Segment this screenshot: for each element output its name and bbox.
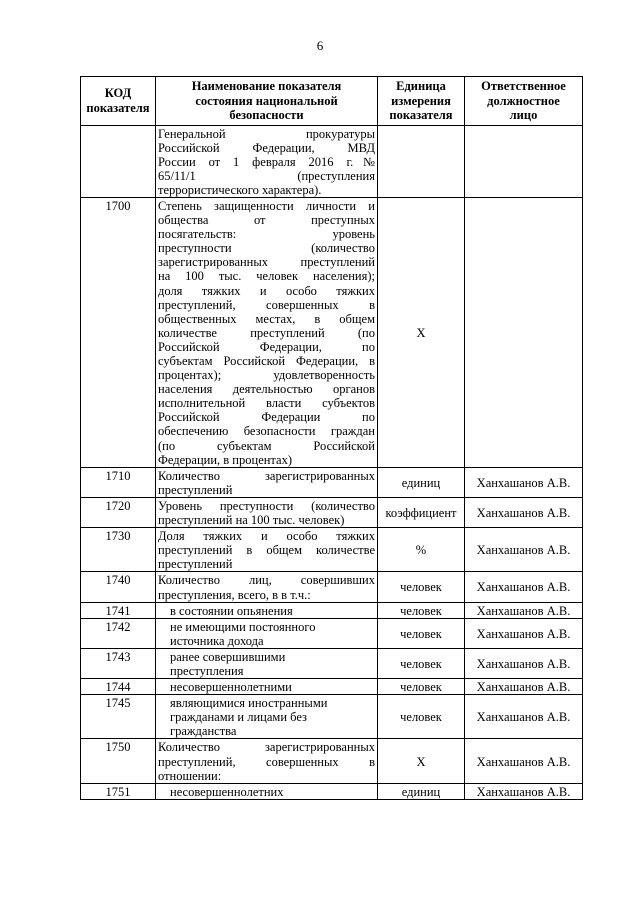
indicator-name-line: зарегистрированных преступлений (158, 255, 375, 270)
indicator-responsible: Ханхашанов А.В. (465, 528, 583, 572)
indicator-responsible: Ханхашанов А.В. (465, 695, 583, 739)
indicator-name (156, 739, 378, 783)
header-line: должностное (487, 93, 560, 108)
indicator-responsible: Ханхашанов А.В. (465, 679, 583, 695)
indicator-name (156, 679, 378, 695)
indicator-name-line: Российской Федерации по (158, 410, 375, 425)
indicator-code: 1751 (81, 783, 156, 799)
indicator-name (156, 572, 378, 602)
table-row (81, 497, 583, 527)
indicator-code: 1745 (81, 695, 156, 739)
indicator-name-line: преступлений, совершенных в (158, 754, 375, 769)
indicator-name-line: ранее совершившими (170, 649, 286, 664)
header-line: измерения (391, 93, 451, 108)
indicator-name (156, 467, 378, 497)
indicator-name-line: Уровень преступности (количество (158, 498, 375, 513)
indicator-name-line: общества от преступных (158, 213, 375, 228)
indicator-code: 1750 (81, 739, 156, 783)
indicator-code: 1740 (81, 572, 156, 602)
page-number: 6 (316, 38, 324, 53)
indicator-name-line: доля тяжких и особо тяжких (158, 283, 375, 298)
indicator-name-line: преступлений (158, 482, 233, 497)
header-line: безопасности (229, 108, 304, 122)
indicator-name-line: посягательств: уровень (158, 227, 375, 242)
indicator-name-line: несовершеннолетних (170, 784, 284, 799)
header-line: КОД (104, 86, 132, 101)
indicator-name-line: Российской Федерации, по (158, 339, 375, 354)
indicator-name-line: преступлений, совершенных в (158, 297, 375, 312)
indicator-responsible: Ханхашанов А.В. (465, 497, 583, 527)
indicator-unit: единиц (378, 783, 465, 799)
indicator-name-line: гражданами и лицами без (170, 710, 307, 725)
indicator-name-line: являющимися иностранными (170, 696, 328, 711)
indicator-unit: человек (378, 602, 465, 618)
indicator-name-line: населения деятельностью органов (158, 382, 375, 397)
header-line: Ответственное (481, 79, 566, 93)
indicator-unit: человек (378, 572, 465, 602)
header-responsible (465, 77, 583, 126)
indicator-name-line: преступлений (158, 557, 233, 572)
indicator-responsible: Ханхашанов А.В. (465, 572, 583, 602)
indicator-name-line: Степень защищенности личности и (158, 198, 375, 213)
header-line: Наименование показателя (191, 79, 342, 93)
indicator-name-line: террористического характера). (158, 182, 322, 197)
indicator-name (156, 125, 378, 197)
indicator-responsible: Ханхашанов А.В. (465, 648, 583, 678)
table-row (81, 125, 583, 197)
indicator-name (156, 695, 378, 739)
header-line: лицо (509, 108, 538, 122)
indicator-code: 1730 (81, 528, 156, 572)
table-body (81, 125, 583, 799)
header-line: состояния национальной (195, 93, 338, 108)
indicator-name (156, 497, 378, 527)
indicator-name-line: субъектам Российской Федерации, в (158, 354, 375, 368)
indicator-unit: X (378, 739, 465, 783)
indicator-name-line: процентах); удовлетворенность (158, 368, 375, 383)
indicator-name-line: несовершеннолетними (170, 680, 292, 695)
indicator-name-line: общественных местах, в общем (158, 311, 375, 326)
indicator-name (156, 197, 378, 467)
indicator-name-line: не имеющими постоянного (170, 619, 316, 634)
indicator-unit: человек (378, 679, 465, 695)
indicator-name-line: Федерации, в процентах) (158, 452, 293, 467)
indicator-name-line: 65/11/1 (преступления (158, 168, 375, 183)
header-line: Единица (396, 79, 446, 93)
table-row (81, 197, 583, 467)
indicator-name-line: на 100 тыс. человек населения); (158, 269, 375, 284)
indicator-code: 1710 (81, 467, 156, 497)
indicator-responsible: Ханхашанов А.В. (465, 618, 583, 648)
table-row (81, 467, 583, 497)
indicator-responsible: Ханхашанов А.В. (465, 602, 583, 618)
table-row (81, 783, 583, 799)
indicator-code: 1744 (81, 679, 156, 695)
indicator-name (156, 783, 378, 799)
indicator-name-line: Количество зарегистрированных (158, 468, 375, 483)
indicator-name-line: гражданства (170, 724, 237, 739)
indicator-code: 1720 (81, 497, 156, 527)
indicator-unit: единиц (378, 467, 465, 497)
indicator-code (81, 125, 156, 197)
header-code (81, 77, 156, 126)
header-row (81, 77, 583, 126)
indicator-name-line: России от 1 февраля 2016 г.№ (158, 154, 375, 169)
indicator-unit (378, 125, 465, 197)
indicator-name-line: преступлений на 100 тыс. человек) (158, 513, 345, 528)
indicator-responsible (465, 197, 583, 467)
indicator-name-line: преступления, всего, в в т.ч.: (158, 587, 311, 602)
indicator-unit: человек (378, 618, 465, 648)
table-row (81, 602, 583, 618)
indicator-unit: человек (378, 695, 465, 739)
indicator-unit: человек (378, 648, 465, 678)
indicator-name-line: Количество зарегистрированных (158, 740, 375, 755)
indicator-unit: X (378, 197, 465, 467)
header-name (156, 77, 378, 126)
indicator-responsible (465, 125, 583, 197)
indicator-responsible: Ханхашанов А.В. (465, 783, 583, 799)
indicator-code: 1741 (81, 602, 156, 618)
indicator-name-line: количестве преступлений (по (158, 325, 375, 340)
indicators-table (80, 76, 583, 800)
indicator-name (156, 618, 378, 648)
indicator-unit: коэффициент (378, 497, 465, 527)
header-unit (378, 77, 465, 126)
indicator-name-line: источника дохода (170, 633, 264, 648)
table-row (81, 648, 583, 678)
table-row (81, 572, 583, 602)
indicator-name-line: Доля тяжких и особо тяжких (158, 529, 375, 544)
indicator-name-line: Генеральной прокуратуры (158, 126, 375, 141)
indicator-name-line: (по субъектам Российской (158, 438, 375, 453)
table-header (81, 77, 583, 126)
indicator-name-line: отношении: (158, 768, 222, 783)
indicator-name-line: обеспечению безопасности граждан (158, 424, 375, 439)
indicator-name-line: Количество лиц, совершивших (158, 573, 375, 588)
indicator-name-line: преступности (количество (158, 241, 375, 256)
indicator-code: 1743 (81, 648, 156, 678)
indicator-name-line: преступлений в общем количестве (158, 543, 375, 558)
indicator-name-line: преступления (170, 663, 244, 678)
table-row (81, 528, 583, 572)
header-line: показателя (86, 100, 150, 115)
indicator-responsible: Ханхашанов А.В. (465, 467, 583, 497)
indicator-name (156, 528, 378, 572)
table-row (81, 618, 583, 648)
indicator-unit: % (378, 528, 465, 572)
indicator-name (156, 602, 378, 618)
indicator-code: 1700 (81, 197, 156, 467)
indicator-code: 1742 (81, 618, 156, 648)
header-line: показателя (389, 108, 453, 122)
indicator-name (156, 648, 378, 678)
indicator-name-line: исполнительной власти субъектов (158, 396, 375, 411)
indicator-name-line: Российской Федерации, МВД (158, 140, 375, 155)
indicator-name-line: в состоянии опьянения (170, 603, 293, 618)
table-row (81, 739, 583, 783)
indicator-responsible: Ханхашанов А.В. (465, 739, 583, 783)
table-row (81, 679, 583, 695)
table-row (81, 695, 583, 739)
